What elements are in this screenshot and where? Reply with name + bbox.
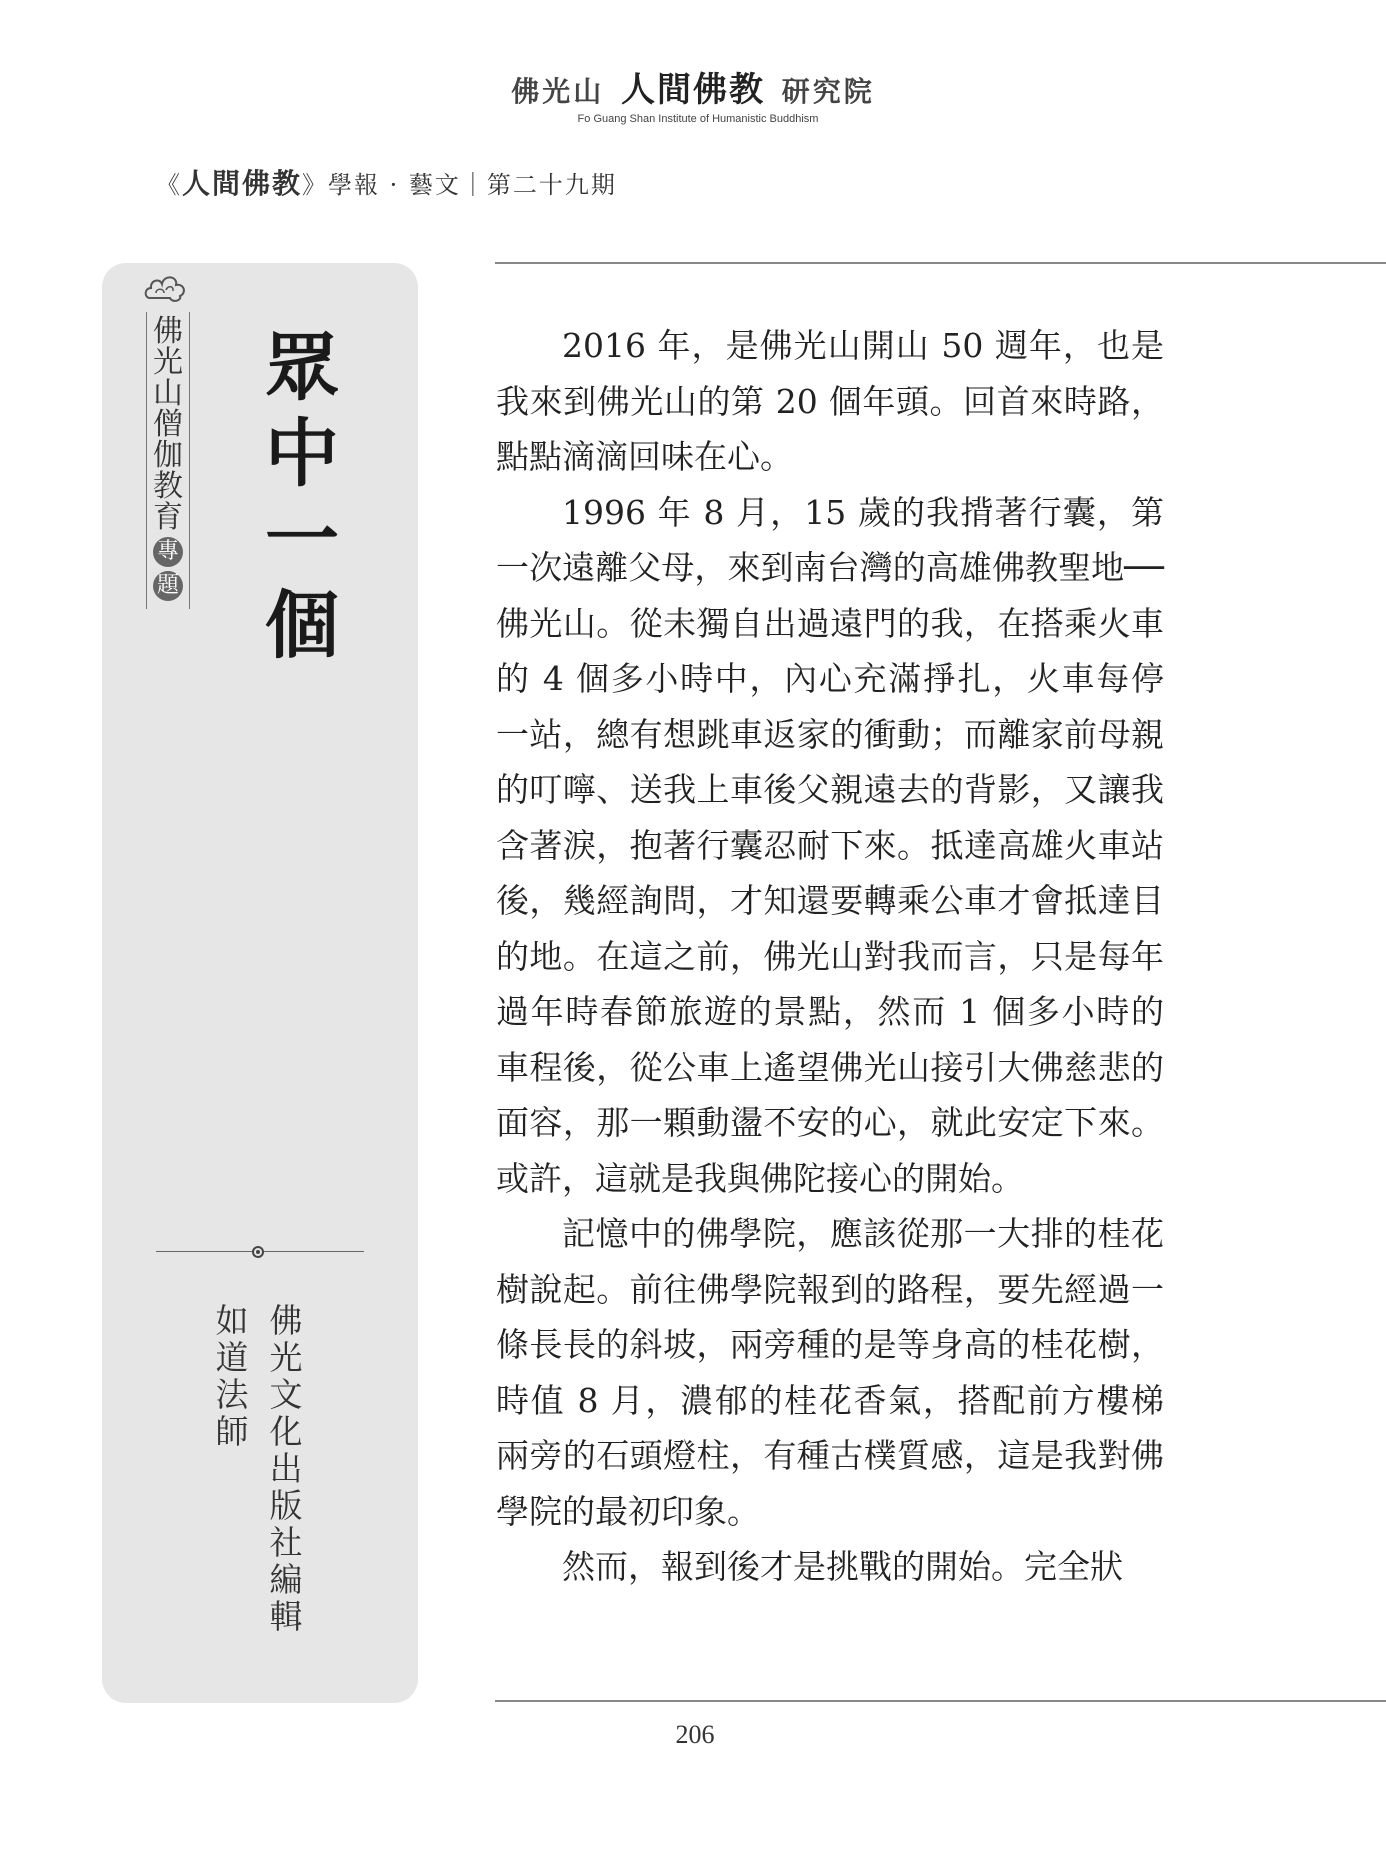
paragraph: 1996 年 8 月，15 歲的我揹著行囊，第一次遠離父母，來到南台灣的高雄佛教聖地──佛光山。從未獨自出過遠門的我，在搭乘火車的 4 個多小時中，內心充滿掙扎，火車每停一站，總有想跳車返家的衝動；而離家前母親的叮嚀、送我上車後父親遠去的背影，又讓我含著淚，抱著行囊忍耐下來。抵達高雄火車站後，幾經詢問，才知還要轉乘公車才會抵達目的地。在這之前，佛光山對我而言，只是每年過年時春節旅遊的景點，然而 1 個多小時的車程後，從公車上遙望佛光山接引大佛慈悲的面容，那一顆動盪不安的心，就此安定下來。或許，這就是我與佛陀接心的開始。 — [496, 492, 1164, 1198]
title-char: 一 — [265, 497, 339, 583]
bottom-rule — [495, 1700, 1386, 1702]
journal-open-bracket: 《 — [156, 171, 182, 199]
author-affiliation-char: 文 — [269, 1375, 303, 1414]
author-name-char: 道 — [215, 1338, 249, 1377]
divider-ornament-icon — [252, 1246, 264, 1258]
series-char: 光 — [153, 345, 183, 380]
author-name-char: 如 — [215, 1301, 249, 1340]
series-char: 育 — [153, 500, 183, 535]
paragraph: 記憶中的佛學院，應該從那一大排的桂花樹說起。前往佛學院報到的路程，要先經過一條長長的斜坡，兩旁種的是等身高的桂花樹，時值 8 月，濃郁的桂花香氣，搭配前方樓梯兩旁的石頭燈柱，有種古樸質感，這是我對佛學院的最初印象。 — [496, 1214, 1164, 1531]
article-title — [262, 325, 342, 669]
author-affiliation-char: 出 — [269, 1449, 303, 1488]
top-rule — [495, 262, 1386, 264]
author-affiliation-char: 編 — [269, 1560, 303, 1599]
institute-logo-text: 人間佛教 — [621, 70, 765, 110]
masthead — [0, 62, 1386, 125]
paragraph: 2016 年，是佛光山開山 50 週年，也是我來到佛光山的第 20 個年頭。回首來時路，點點滴滴回味在心。 — [496, 326, 1164, 476]
series-char: 僧 — [153, 407, 183, 442]
page-number: 206 — [675, 1720, 715, 1749]
journal-header — [156, 162, 617, 202]
series-char: 教 — [153, 469, 183, 504]
institute-suffix: 研究院 — [781, 75, 875, 108]
series-char: 伽 — [153, 438, 183, 473]
institute-english-name: Fo Guang Shan Institute of Humanistic Buddhism — [577, 113, 819, 125]
title-char: 個 — [265, 583, 339, 669]
institute-prefix: 佛光山 — [511, 75, 605, 108]
author-affiliation-char: 輯 — [269, 1597, 303, 1636]
paragraph: 然而，報到後才是挑戰的開始。完全狀 — [562, 1547, 1123, 1586]
author-affiliation-char: 光 — [269, 1338, 303, 1377]
journal-name-calligraphy: 人間佛教 — [182, 167, 303, 200]
series-char: 佛 — [153, 314, 183, 349]
author-affiliation-char: 化 — [269, 1412, 303, 1451]
author-affiliation — [266, 1302, 306, 1635]
title-char: 眾 — [265, 325, 339, 411]
article-body — [496, 318, 1164, 1595]
author-name-char: 法 — [215, 1375, 249, 1414]
institute-name — [0, 62, 1386, 111]
title-char: 中 — [265, 411, 339, 497]
topic-badge: 題 — [153, 571, 183, 601]
author-name — [212, 1302, 252, 1450]
series-char: 山 — [153, 376, 183, 411]
auspicious-cloud-icon — [142, 268, 188, 306]
ornamental-divider — [156, 1246, 364, 1258]
author-affiliation-char: 版 — [269, 1486, 303, 1525]
author-affiliation-char: 佛 — [269, 1301, 303, 1340]
author-name-char: 師 — [215, 1412, 249, 1451]
author-affiliation-char: 社 — [269, 1523, 303, 1562]
topic-badge: 專 — [153, 537, 183, 567]
journal-section-issue: 》學報 · 藝文｜第二十九期 — [302, 171, 617, 199]
series-label-vertical — [146, 312, 190, 609]
